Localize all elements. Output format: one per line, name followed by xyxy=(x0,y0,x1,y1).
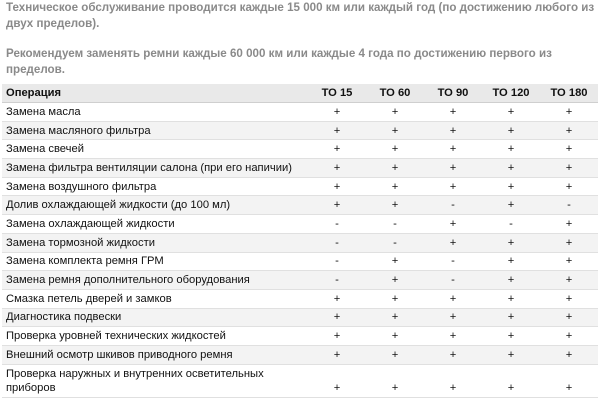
operation-cell: Смазка петель дверей и замков xyxy=(2,289,308,308)
mark-cell: + xyxy=(366,308,424,327)
intro-line-maintenance: Техническое обслуживание проводится каждые 15 000 км или каждый год (по достижению любого из двух пределов). xyxy=(6,1,595,30)
operation-cell: Замена воздушного фильтра xyxy=(2,177,308,196)
mark-cell: + xyxy=(482,308,540,327)
header-operation: Операция xyxy=(2,84,308,103)
mark-cell: + xyxy=(424,215,482,234)
operation-cell: Долив охлаждающей жидкости (до 100 мл) xyxy=(2,196,308,215)
mark-cell: + xyxy=(482,103,540,122)
mark-cell: + xyxy=(540,140,598,159)
operation-cell: Проверка наружных и внутренних осветительных приборов xyxy=(2,364,308,397)
mark-cell: - xyxy=(308,252,366,271)
mark-cell: + xyxy=(540,159,598,178)
mark-cell: + xyxy=(366,140,424,159)
mark-cell: - xyxy=(424,252,482,271)
mark-cell: + xyxy=(482,345,540,364)
table-row xyxy=(2,233,598,252)
mark-cell: + xyxy=(424,103,482,122)
header-to-180: ТО 180 xyxy=(540,84,598,103)
mark-cell: + xyxy=(366,327,424,346)
mark-cell: + xyxy=(540,215,598,234)
mark-cell: + xyxy=(540,289,598,308)
mark-cell: + xyxy=(482,233,540,252)
mark-cell: + xyxy=(366,196,424,215)
maintenance-schedule-table xyxy=(2,84,598,398)
mark-cell: + xyxy=(540,327,598,346)
mark-cell: + xyxy=(540,271,598,290)
mark-cell: + xyxy=(308,345,366,364)
mark-cell: + xyxy=(366,177,424,196)
mark-cell: + xyxy=(366,252,424,271)
mark-cell: + xyxy=(366,345,424,364)
mark-cell: + xyxy=(424,177,482,196)
mark-cell: + xyxy=(424,121,482,140)
mark-cell: + xyxy=(540,252,598,271)
table-row xyxy=(2,364,598,397)
table-row xyxy=(2,252,598,271)
mark-cell: + xyxy=(482,177,540,196)
mark-cell: - xyxy=(308,215,366,234)
operation-cell: Внешний осмотр шкивов приводного ремня xyxy=(2,345,308,364)
operation-cell: Замена свечей xyxy=(2,140,308,159)
mark-cell: + xyxy=(308,327,366,346)
table-row xyxy=(2,345,598,364)
operation-cell: Проверка уровней технических жидкостей xyxy=(2,327,308,346)
mark-cell: + xyxy=(366,271,424,290)
mark-cell: + xyxy=(424,159,482,178)
table-row xyxy=(2,140,598,159)
mark-cell: + xyxy=(482,252,540,271)
mark-cell: - xyxy=(482,215,540,234)
mark-cell: + xyxy=(424,289,482,308)
mark-cell: + xyxy=(366,364,424,397)
mark-cell: + xyxy=(366,121,424,140)
intro-text xyxy=(6,0,606,78)
mark-cell: + xyxy=(482,121,540,140)
mark-cell: + xyxy=(482,289,540,308)
mark-cell: + xyxy=(482,196,540,215)
mark-cell: - xyxy=(540,196,598,215)
mark-cell: + xyxy=(424,140,482,159)
operation-cell: Диагностика подвески xyxy=(2,308,308,327)
intro-line-belts: Рекомендуем заменять ремни каждые 60 000 км или каждые 4 года по достижению первого из пределов. xyxy=(6,47,552,76)
mark-cell: + xyxy=(424,327,482,346)
table-row xyxy=(2,271,598,290)
mark-cell: + xyxy=(308,289,366,308)
mark-cell: + xyxy=(366,103,424,122)
mark-cell: + xyxy=(540,177,598,196)
mark-cell: - xyxy=(308,271,366,290)
operation-cell: Замена масла xyxy=(2,103,308,122)
table-row xyxy=(2,308,598,327)
mark-cell: + xyxy=(308,103,366,122)
mark-cell: + xyxy=(540,233,598,252)
mark-cell: - xyxy=(424,196,482,215)
header-to-120: ТО 120 xyxy=(482,84,540,103)
table-row xyxy=(2,327,598,346)
mark-cell: + xyxy=(308,140,366,159)
mark-cell: + xyxy=(308,177,366,196)
table-row xyxy=(2,215,598,234)
operation-cell: Замена комплекта ремня ГРМ xyxy=(2,252,308,271)
table-row xyxy=(2,103,598,122)
mark-cell: + xyxy=(424,308,482,327)
mark-cell: + xyxy=(366,289,424,308)
mark-cell: - xyxy=(424,271,482,290)
mark-cell: + xyxy=(482,271,540,290)
mark-cell: + xyxy=(424,345,482,364)
table-row xyxy=(2,196,598,215)
operation-cell: Замена ремня дополнительного оборудования xyxy=(2,271,308,290)
mark-cell: - xyxy=(366,233,424,252)
mark-cell: + xyxy=(366,159,424,178)
operation-cell: Замена фильтра вентиляции салона (при его напичии) xyxy=(2,159,308,178)
mark-cell: + xyxy=(482,327,540,346)
mark-cell: - xyxy=(308,233,366,252)
mark-cell: + xyxy=(308,121,366,140)
header-to-60: ТО 60 xyxy=(366,84,424,103)
header-to-90: ТО 90 xyxy=(424,84,482,103)
table-row xyxy=(2,177,598,196)
mark-cell: + xyxy=(308,196,366,215)
mark-cell: + xyxy=(308,159,366,178)
operation-cell: Замена охлаждающей жидкости xyxy=(2,215,308,234)
table-row xyxy=(2,121,598,140)
mark-cell: + xyxy=(482,140,540,159)
table-header-row xyxy=(2,84,598,103)
table-row xyxy=(2,159,598,178)
mark-cell: + xyxy=(308,308,366,327)
table-row xyxy=(2,289,598,308)
mark-cell: + xyxy=(424,233,482,252)
mark-cell: + xyxy=(424,364,482,397)
operation-cell: Замена тормозной жидкости xyxy=(2,233,308,252)
mark-cell: + xyxy=(540,364,598,397)
header-to-15: ТО 15 xyxy=(308,84,366,103)
mark-cell: + xyxy=(540,121,598,140)
mark-cell: + xyxy=(540,103,598,122)
mark-cell: + xyxy=(308,364,366,397)
mark-cell: - xyxy=(366,215,424,234)
mark-cell: + xyxy=(482,159,540,178)
mark-cell: + xyxy=(540,308,598,327)
mark-cell: + xyxy=(482,364,540,397)
mark-cell: + xyxy=(540,345,598,364)
operation-cell: Замена масляного фильтра xyxy=(2,121,308,140)
